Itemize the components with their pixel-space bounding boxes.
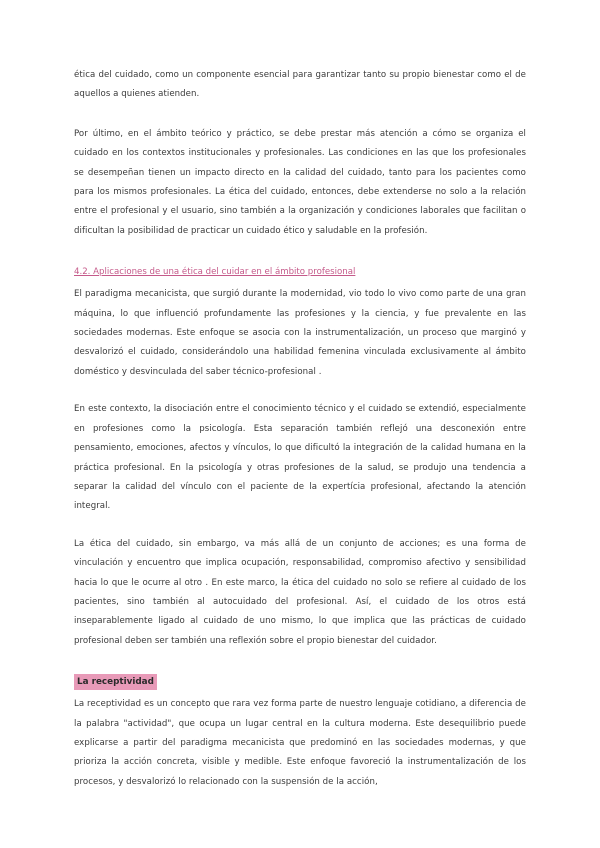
paragraph-disociacion: En este contexto, la disociación entre el conocimiento técnico y el cuidado se extendió, especialmente en profesiones como la psicología. Esta separación también reflejó una desconexión entre pensamiento, emociones, afectos y vínculos, lo que dificultó la integración de la calidad humana en la práctica profesional. En la psicología y otras profesiones de la salud, se produjo una tendencia a separar la calidad del vínculo con el paciente de la expertícia profesional, afectando la atención integral.: [74, 404, 526, 512]
section-heading-link[interactable]: 4.2. Aplicaciones de una ética del cuidar en el ámbito profesional: [74, 267, 356, 278]
paragraph-etica-continuation: ética del cuidado, como un componente esencial para garantizar tanto su propio bienestar como el de aquellos a quienes atienden.: [74, 70, 526, 100]
paragraph-receptividad: La receptividad es un concepto que rara vez forma parte de nuestro lenguaje cotidiano, a diferencia de la palabra "actividad", que ocupa un lugar central en la cultura moderna. Este desequilibrio puede explicarse a partir del paradigma mecanicista que predominó en las sociedades modernas, y que prioriza la acción concreta, visible y medible. Este enfoque favoreció la instrumentalización de los procesos, y desvalorizó lo relacionado con la suspensión de la acción,: [74, 699, 526, 787]
paragraph-ambito-teorico: Por último, en el ámbito teórico y práctico, se debe prestar más atención a cómo se organiza el cuidado en los contextos institucionales y profesionales. Las condiciones en las que los profesionales se desempeñan tienen un impacto directo en la calidad del cuidado, tanto para los pacientes como para los mismos profesionales. La ética del cuidado, entonces, debe extenderse no solo a la relación entre el profesional y el usuario, sino también a la organización y condiciones laborales que facilitan o dificultan la posibilidad de practicar un cuidado ético y saludable en la profesión.: [74, 128, 526, 236]
paragraph-paradigma-mecanicista: El paradigma mecanicista, que surgió durante la modernidad, vio todo lo vivo como parte de una gran máquina, lo que influenció profundamente las profesiones y la ciencia, y fue prevalente en las sociedades modernas. Este enfoque se asocia con la instrumentalización, un proceso que marginó y desvalorizó el cuidado, considerándolo una habilidad femenina vinculada exclusivamente al ámbito doméstico y desvinculada del saber técnico-profesional .: [74, 289, 526, 377]
heading-receptividad: La receptividad: [74, 674, 157, 690]
paragraph-etica-cuidado: La ética del cuidado, sin embargo, va más allá de un conjunto de acciones; es una forma de vinculación y encuentro que implica ocupación, responsabilidad, compromiso afectivo y sensibilidad hacia lo que le ocurre al otro . En este marco, la ética del cuidado no solo se refiere al cuidado de los pacientes, sino también al autocuidado del profesional. Así, el cuidado de los otros está inseparablemente ligado al cuidado de uno mismo, lo que implica que las prácticas de cuidado profesional deben ser también una reflexión sobre el propio bienestar del cuidador.: [74, 538, 526, 646]
